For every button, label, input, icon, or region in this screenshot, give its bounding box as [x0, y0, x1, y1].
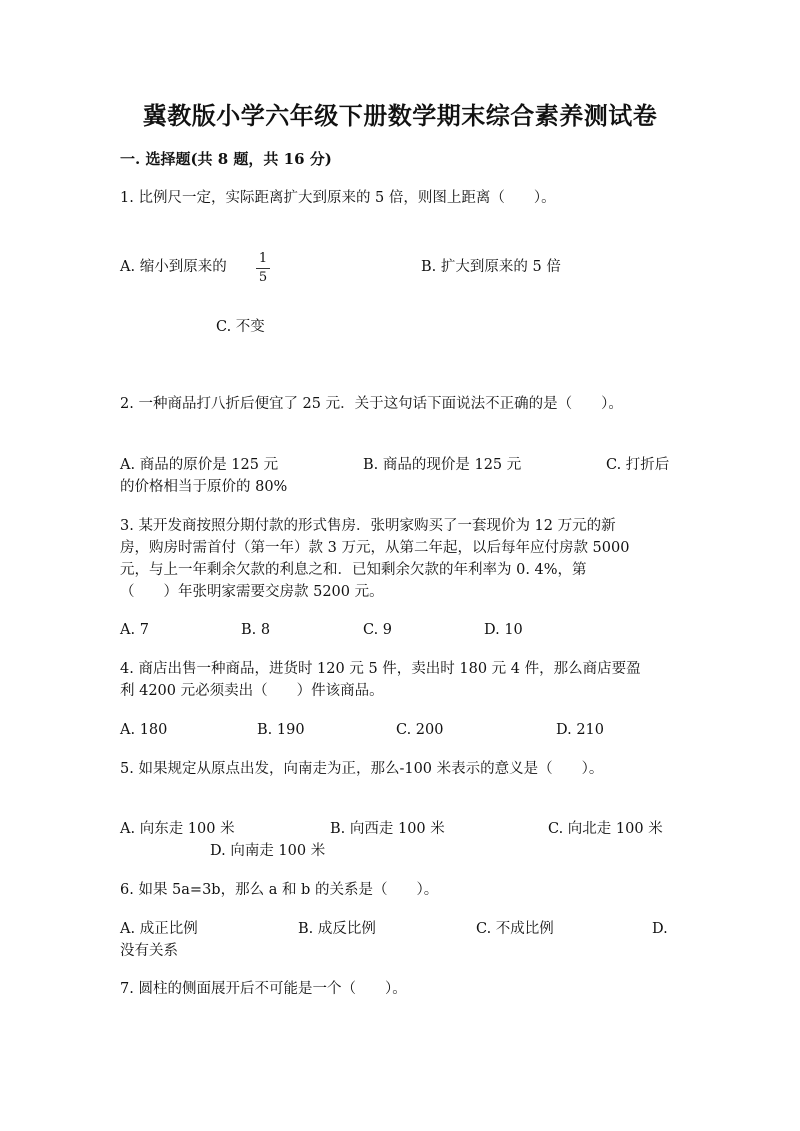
question-6-option-d-label: D. — [652, 921, 668, 937]
question-6-option-c: C. 不成比例 — [476, 921, 554, 937]
question-3-option-d: D. 10 — [484, 622, 523, 638]
question-6-option-d-text: 没有关系 — [120, 943, 178, 959]
question-5-option-d: D. 向南走 100 米 — [210, 843, 326, 859]
fraction-numerator: 1 — [256, 252, 270, 269]
question-4-option-c: C. 200 — [396, 722, 444, 738]
question-5-option-c: C. 向北走 100 米 — [548, 821, 663, 837]
fraction-denominator: 5 — [258, 270, 268, 285]
question-5-option-a: A. 向东走 100 米 — [120, 821, 235, 837]
question-5-option-b: B. 向西走 100 米 — [330, 821, 445, 837]
fraction-one-fifth — [256, 252, 270, 285]
question-4-option-b: B. 190 — [257, 722, 305, 738]
question-2-option-c-line1: C. 打折后 — [606, 457, 670, 473]
question-4-line-2: 利 4200 元必须卖出（ ）件该商品。 — [120, 683, 384, 699]
question-4-option-a: A. 180 — [120, 722, 168, 738]
question-4-line-1: 4. 商店出售一种商品，进货时 120 元 5 件，卖出时 180 元 4 件，那么商店要盈 — [120, 661, 641, 677]
question-6-option-a: A. 成正比例 — [120, 921, 198, 937]
section-heading: 一. 选择题(共 8 题，共 16 分) — [120, 150, 332, 168]
question-2-stem: 2. 一种商品打八折后便宜了 25 元．关于这句话下面说法不正确的是（ ）。 — [120, 396, 623, 412]
question-7-stem: 7. 圆柱的侧面展开后不可能是一个（ ）。 — [120, 981, 407, 997]
question-3-option-b: B. 8 — [241, 622, 271, 638]
question-1-option-a: A. 缩小到原来的 — [120, 259, 227, 275]
question-6-stem: 6. 如果 5a=3b，那么 a 和 b 的关系是（ ）。 — [120, 882, 439, 898]
question-1-option-c: C. 不变 — [216, 319, 265, 335]
question-3-option-c: C. 9 — [363, 622, 393, 638]
question-1-stem: 1. 比例尺一定，实际距离扩大到原来的 5 倍，则图上距离（ ）。 — [120, 190, 556, 206]
question-2-option-b: B. 商品的现价是 125 元 — [363, 457, 522, 473]
question-6-option-b: B. 成反比例 — [298, 921, 376, 937]
question-5-stem: 5. 如果规定从原点出发，向南走为正，那么-100 米表示的意义是（ ）。 — [120, 761, 604, 777]
question-2-option-c-line2: 的价格相当于原价的 80% — [120, 479, 288, 495]
question-3-line-3: 元，与上一年剩余欠款的利息之和．已知剩余欠款的年利率为 0. 4%，第 — [120, 562, 587, 578]
question-4-option-d: D. 210 — [556, 722, 605, 738]
question-2-option-a: A. 商品的原价是 125 元 — [120, 457, 279, 473]
page-title: 冀教版小学六年级下册数学期末综合素养测试卷 — [142, 101, 658, 130]
question-1-option-b: B. 扩大到原来的 5 倍 — [421, 259, 561, 275]
question-3-line-4: （ ）年张明家需要交房款 5200 元。 — [120, 584, 384, 600]
question-3-line-1: 3. 某开发商按照分期付款的形式售房．张明家购买了一套现价为 12 万元的新 — [120, 518, 616, 534]
question-3-line-2: 房，购房时需首付（第一年）款 3 万元，从第二年起，以后每年应付房款 5000 — [120, 540, 630, 556]
question-3-option-a: A. 7 — [120, 622, 149, 638]
